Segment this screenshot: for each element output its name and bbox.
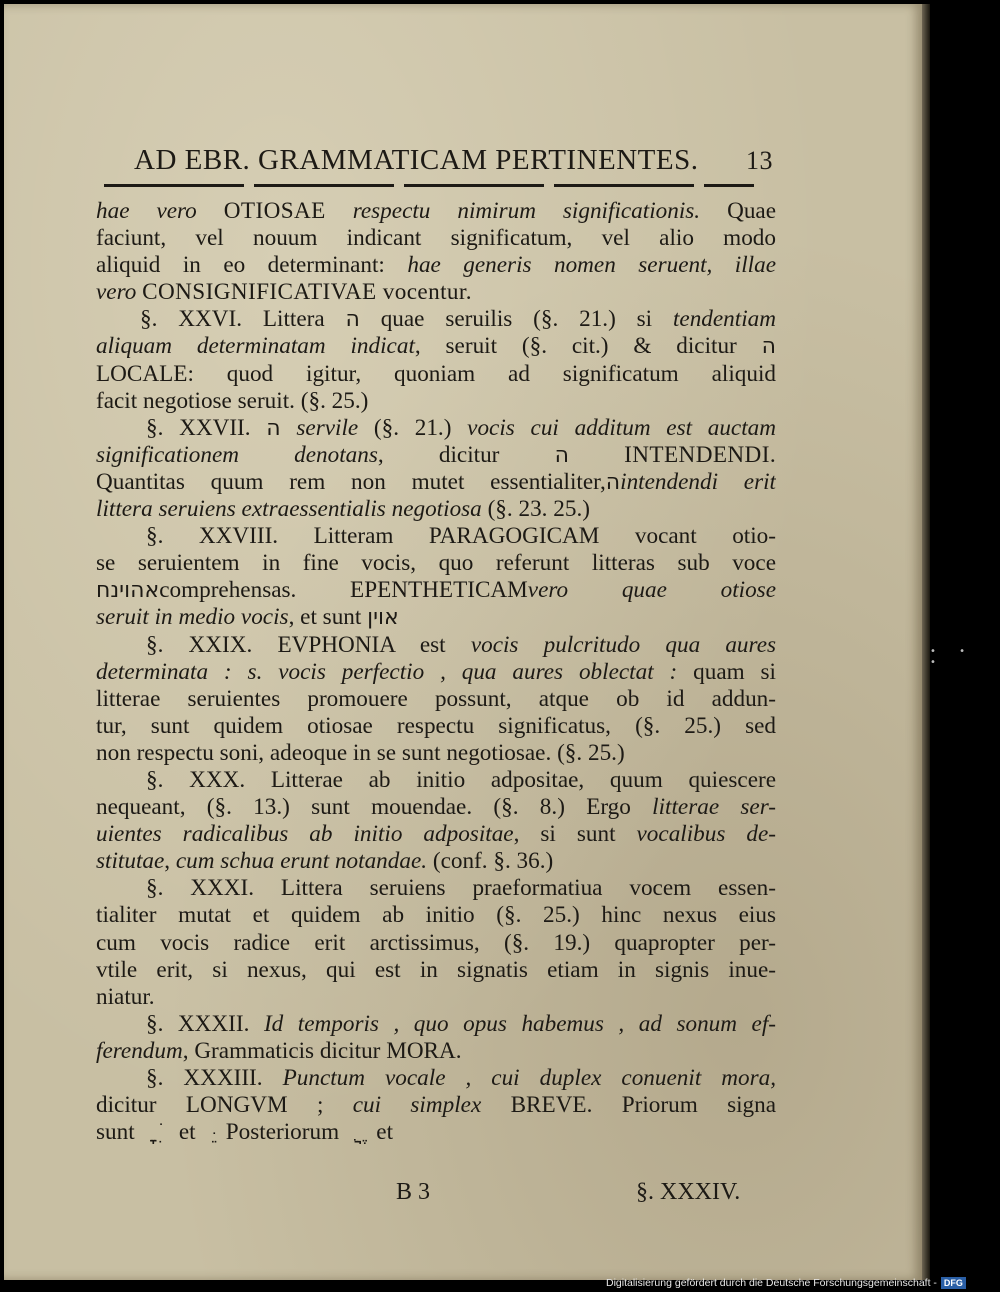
paragraph-26-start: §. XXVI. Littera ה quae seruilis (§. 21.) si tendentiam xyxy=(140,306,776,333)
text-line: אהוינחcomprehensas. EPENTHETICAMvero quae otiose xyxy=(96,577,776,604)
text-line: nequeant, (§. 13.) sunt mouendae. (§. 8.) Ergo litterae ser- xyxy=(96,794,776,821)
catchword: §. XXXIV. xyxy=(636,1179,741,1205)
head-rule xyxy=(104,184,754,187)
vowel-points-long: ֶ ָ ִ ֹ xyxy=(146,1120,168,1146)
text-line: aliquam determinatam indicat, seruit (§. cit.) & dicitur ה xyxy=(96,333,776,360)
paragraph-30-start: §. XXX. Litterae ab initio adpositae, quum quiescere xyxy=(146,766,776,793)
digitization-credit: Digitalisierung gefördert durch die Deutsche Forschungsgemeinschaft - DFG xyxy=(606,1277,998,1291)
text-line: tur, sunt quidem otiosae respectu significatus, (§. 25.) sed xyxy=(96,712,776,739)
text-line: facit negotiose seruit. (§. 25.) xyxy=(96,387,369,414)
text-line: significationem denotans, dicitur ה INTENDENDI. xyxy=(96,441,776,468)
paragraph-32-start: §. XXXII. Id temporis , quo opus habemus , ad sonum ef- xyxy=(146,1010,776,1037)
vowel-points-short: ַ ֻ ֶ xyxy=(350,1120,365,1146)
text-line: littera seruiens extraessentialis negotiosa (§. 23. 25.) xyxy=(96,496,590,523)
text-line: tialiter mutat et quidem ab initio (§. 25.) hinc nexus eius xyxy=(96,902,776,929)
paragraph-33-start: §. XXXIII. Punctum vocale , cui duplex conuenit mora, xyxy=(146,1065,776,1091)
text-line: aliquid in eo determinant: hae generis nomen seruent, illae xyxy=(96,252,776,279)
running-head xyxy=(134,144,794,177)
text-line: litterae seruientes promouere possunt, atque ob id addun- xyxy=(96,685,776,712)
scan-artifact-dots: • • • xyxy=(930,646,975,668)
text-line: ferendum, Grammaticis dicitur MORA. xyxy=(96,1037,462,1064)
text-line: stitutae, cum schua erunt notandae. (conf. §. 36.) xyxy=(96,848,554,875)
running-head-title: AD EBR. GRAMMATICAM PERTINENTES. xyxy=(134,144,699,176)
paragraph-29-start: §. XXIX. EVPHONIA est vocis pulcritudo qua aures xyxy=(146,631,776,658)
text-line: vtile erit, si nexus, qui est in signatis etiam in signis inue- xyxy=(96,956,776,983)
page-number: 13 xyxy=(746,146,773,175)
text-line: hae vero OTIOSAE respectu nimirum significationis. Quae xyxy=(96,198,776,224)
page-body xyxy=(96,198,776,1146)
text-line: sunt ֶ ָ ִ ֹ et ֵ ּ Posteriorum ַ ֻ ֶ et xyxy=(96,1119,394,1146)
text-line: dicitur LONGVM ; cui simplex BREVE. Priorum signa xyxy=(96,1092,776,1119)
page-edge-shadow xyxy=(922,4,930,1280)
paragraph-31-start: §. XXXI. Littera seruiens praeformatiua vocem essen- xyxy=(146,875,776,902)
text-line: se seruientem in fine vocis, quo referunt litteras sub voce xyxy=(96,550,776,577)
text-line: non respectu soni, adeoque in se sunt negotiosae. (§. 25.) xyxy=(96,739,625,766)
text-line: niatur. xyxy=(96,983,155,1010)
text-line: uientes radicalibus ab initio adpositae, si sunt vocalibus de- xyxy=(96,821,776,848)
dfg-logo-icon: DFG xyxy=(941,1277,966,1289)
paragraph-27-start: §. XXVII. ה servile (§. 21.) vocis cui additum est auctam xyxy=(146,414,776,441)
text-line: cum vocis radice erit arctissimus, (§. 19.) quapropter per- xyxy=(96,929,776,956)
paragraph-28-start: §. XXVIII. Litteram PARAGOGICAM vocant otio- xyxy=(146,523,776,550)
text-line: Quantitas quum rem non mutet essentialiter,הintendendi erit xyxy=(96,468,776,495)
book-page xyxy=(4,4,922,1280)
text-line: determinata : s. vocis perfectio , qua aures oblectat : quam si xyxy=(96,658,776,685)
text-line: seruit in medio vocis, et sunt אוין xyxy=(96,604,399,631)
text-line: LOCALE: quod igitur, quoniam ad significatum aliquid xyxy=(96,360,776,387)
text-line: faciunt, vel nouum indicant significatum, vel alio modo xyxy=(96,225,776,252)
text-line: vero CONSIGNIFICATIVAE vocentur. xyxy=(96,279,472,306)
signature-mark: B 3 xyxy=(396,1179,431,1205)
